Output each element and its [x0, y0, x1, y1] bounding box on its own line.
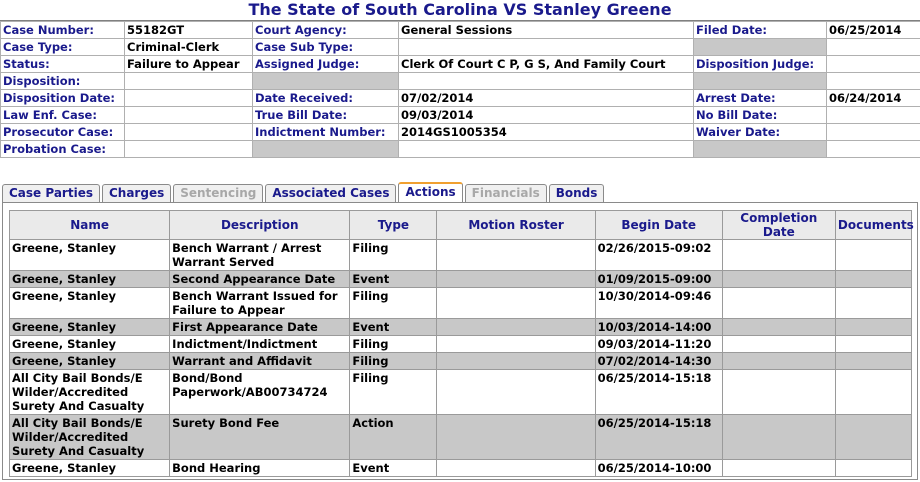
empty-cell [253, 73, 399, 90]
action-name-cell: Greene, Stanley [10, 271, 170, 288]
status-label: Status: [1, 56, 125, 73]
action-documents-cell [835, 370, 911, 415]
case-info-table [0, 21, 920, 158]
case-number-value: 55182GT [125, 22, 253, 39]
action-begin-date-cell: 09/03/2014-11:20 [595, 336, 722, 353]
action-type-cell: Filing [350, 288, 437, 319]
court-agency-value: General Sessions [399, 22, 694, 39]
action-description-cell: Bench Warrant Issued for Failure to Appear [170, 288, 350, 319]
page-title: The State of South Carolina VS Stanley Greene [0, 0, 920, 21]
empty-cell [253, 141, 399, 158]
action-name-cell: Greene, Stanley [10, 288, 170, 319]
table-row [10, 288, 912, 319]
no-bill-date-label: No Bill Date: [694, 107, 827, 124]
table-row [10, 353, 912, 370]
column-header-description[interactable]: Description [170, 211, 350, 240]
action-description-cell: Bond/Bond Paperwork/AB00734724 [170, 370, 350, 415]
action-description-cell: Warrant and Affidavit [170, 353, 350, 370]
action-description-cell: Surety Bond Fee [170, 415, 350, 460]
table-row [10, 415, 912, 460]
action-name-cell: Greene, Stanley [10, 353, 170, 370]
table-row [10, 460, 912, 477]
action-type-cell: Event [350, 460, 437, 477]
action-type-cell: Action [350, 415, 437, 460]
prosecutor-case-value [125, 124, 253, 141]
action-motion-roster-cell [437, 336, 595, 353]
table-row [10, 319, 912, 336]
action-documents-cell [835, 460, 911, 477]
tab-actions[interactable]: Actions [398, 182, 462, 203]
date-received-value: 07/02/2014 [399, 90, 694, 107]
action-documents-cell [835, 319, 911, 336]
action-name-cell: Greene, Stanley [10, 240, 170, 271]
table-row [10, 271, 912, 288]
tab-charges[interactable]: Charges [102, 184, 171, 202]
table-row [10, 370, 912, 415]
action-name-cell: Greene, Stanley [10, 460, 170, 477]
tab-bonds[interactable]: Bonds [549, 184, 605, 202]
empty-cell [827, 39, 920, 56]
law-enf-case-label: Law Enf. Case: [1, 107, 125, 124]
filed-date-value: 06/25/2014 [827, 22, 920, 39]
action-documents-cell [835, 336, 911, 353]
tab-associated-cases[interactable]: Associated Cases [265, 184, 396, 202]
empty-cell [399, 141, 694, 158]
case-sub-type-label: Case Sub Type: [253, 39, 399, 56]
disposition-date-label: Disposition Date: [1, 90, 125, 107]
action-begin-date-cell: 06/25/2014-10:00 [595, 460, 722, 477]
action-documents-cell [835, 288, 911, 319]
empty-cell [694, 73, 827, 90]
arrest-date-label: Arrest Date: [694, 90, 827, 107]
tab-case-parties[interactable]: Case Parties [2, 184, 100, 202]
action-completion-date-cell [722, 271, 835, 288]
action-motion-roster-cell [437, 271, 595, 288]
info-row [1, 22, 920, 39]
empty-cell [399, 73, 694, 90]
filed-date-label: Filed Date: [694, 22, 827, 39]
empty-cell [694, 141, 827, 158]
action-documents-cell [835, 415, 911, 460]
action-type-cell: Filing [350, 353, 437, 370]
assigned-judge-value: Clerk Of Court C P, G S, And Family Court [399, 56, 694, 73]
indictment-number-label: Indictment Number: [253, 124, 399, 141]
column-header-type[interactable]: Type [350, 211, 437, 240]
indictment-number-value: 2014GS1005354 [399, 124, 694, 141]
column-header-begin-date[interactable]: Begin Date [595, 211, 722, 240]
probation-case-value [125, 141, 253, 158]
action-name-cell: All City Bail Bonds/E Wilder/Accredited Surety And Casualty [10, 415, 170, 460]
column-header-motion-roster[interactable]: Motion Roster [437, 211, 595, 240]
case-type-value: Criminal-Clerk [125, 39, 253, 56]
action-completion-date-cell [722, 319, 835, 336]
column-header-documents[interactable]: Documents [835, 211, 911, 240]
column-header-name[interactable]: Name [10, 211, 170, 240]
true-bill-date-value: 09/03/2014 [399, 107, 694, 124]
action-completion-date-cell [722, 336, 835, 353]
action-begin-date-cell: 10/30/2014-09:46 [595, 288, 722, 319]
info-row [1, 39, 920, 56]
assigned-judge-label: Assigned Judge: [253, 56, 399, 73]
action-documents-cell [835, 240, 911, 271]
info-row [1, 73, 920, 90]
waiver-date-value [827, 124, 920, 141]
no-bill-date-value [827, 107, 920, 124]
action-description-cell: Bench Warrant / Arrest Warrant Served [170, 240, 350, 271]
action-description-cell: Second Appearance Date [170, 271, 350, 288]
waiver-date-label: Waiver Date: [694, 124, 827, 141]
disposition-label: Disposition: [1, 73, 125, 90]
column-header-completion-date[interactable]: Completion Date [722, 211, 835, 240]
actions-header-row [10, 211, 912, 240]
info-row [1, 124, 920, 141]
actions-panel [2, 202, 918, 480]
empty-cell [827, 73, 920, 90]
action-name-cell: Greene, Stanley [10, 336, 170, 353]
action-begin-date-cell: 01/09/2015-09:00 [595, 271, 722, 288]
law-enf-case-value [125, 107, 253, 124]
action-description-cell: Indictment/Indictment [170, 336, 350, 353]
actions-table [9, 210, 912, 477]
action-completion-date-cell [722, 460, 835, 477]
action-motion-roster-cell [437, 460, 595, 477]
court-agency-label: Court Agency: [253, 22, 399, 39]
disposition-judge-value [827, 56, 920, 73]
action-type-cell: Event [350, 271, 437, 288]
tab-bar [2, 182, 606, 202]
action-motion-roster-cell [437, 370, 595, 415]
disposition-date-value [125, 90, 253, 107]
action-motion-roster-cell [437, 415, 595, 460]
case-sub-type-value [399, 39, 694, 56]
action-type-cell: Event [350, 319, 437, 336]
action-completion-date-cell [722, 370, 835, 415]
action-name-cell: Greene, Stanley [10, 319, 170, 336]
info-row [1, 90, 920, 107]
action-motion-roster-cell [437, 353, 595, 370]
action-completion-date-cell [722, 415, 835, 460]
info-row [1, 107, 920, 124]
empty-cell [694, 39, 827, 56]
prosecutor-case-label: Prosecutor Case: [1, 124, 125, 141]
disposition-value [125, 73, 253, 90]
case-type-label: Case Type: [1, 39, 125, 56]
info-row [1, 56, 920, 73]
action-name-cell: All City Bail Bonds/E Wilder/Accredited Surety And Casualty [10, 370, 170, 415]
action-begin-date-cell: 10/03/2014-14:00 [595, 319, 722, 336]
action-documents-cell [835, 271, 911, 288]
table-row [10, 240, 912, 271]
case-number-label: Case Number: [1, 22, 125, 39]
action-type-cell: Filing [350, 240, 437, 271]
status-value: Failure to Appear [125, 56, 253, 73]
probation-case-label: Probation Case: [1, 141, 125, 158]
action-type-cell: Filing [350, 336, 437, 353]
action-documents-cell [835, 353, 911, 370]
action-completion-date-cell [722, 353, 835, 370]
table-row [10, 336, 912, 353]
action-description-cell: Bond Hearing [170, 460, 350, 477]
empty-cell [827, 141, 920, 158]
action-motion-roster-cell [437, 288, 595, 319]
action-begin-date-cell: 06/25/2014-15:18 [595, 415, 722, 460]
action-begin-date-cell: 07/02/2014-14:30 [595, 353, 722, 370]
tab-sentencing: Sentencing [173, 184, 263, 202]
tab-financials: Financials [465, 184, 547, 202]
disposition-judge-label: Disposition Judge: [694, 56, 827, 73]
date-received-label: Date Received: [253, 90, 399, 107]
action-begin-date-cell: 02/26/2015-09:02 [595, 240, 722, 271]
true-bill-date-label: True Bill Date: [253, 107, 399, 124]
info-row [1, 141, 920, 158]
action-begin-date-cell: 06/25/2014-15:18 [595, 370, 722, 415]
action-completion-date-cell [722, 288, 835, 319]
action-motion-roster-cell [437, 240, 595, 271]
arrest-date-value: 06/24/2014 [827, 90, 920, 107]
action-type-cell: Filing [350, 370, 437, 415]
action-completion-date-cell [722, 240, 835, 271]
action-motion-roster-cell [437, 319, 595, 336]
action-description-cell: First Appearance Date [170, 319, 350, 336]
